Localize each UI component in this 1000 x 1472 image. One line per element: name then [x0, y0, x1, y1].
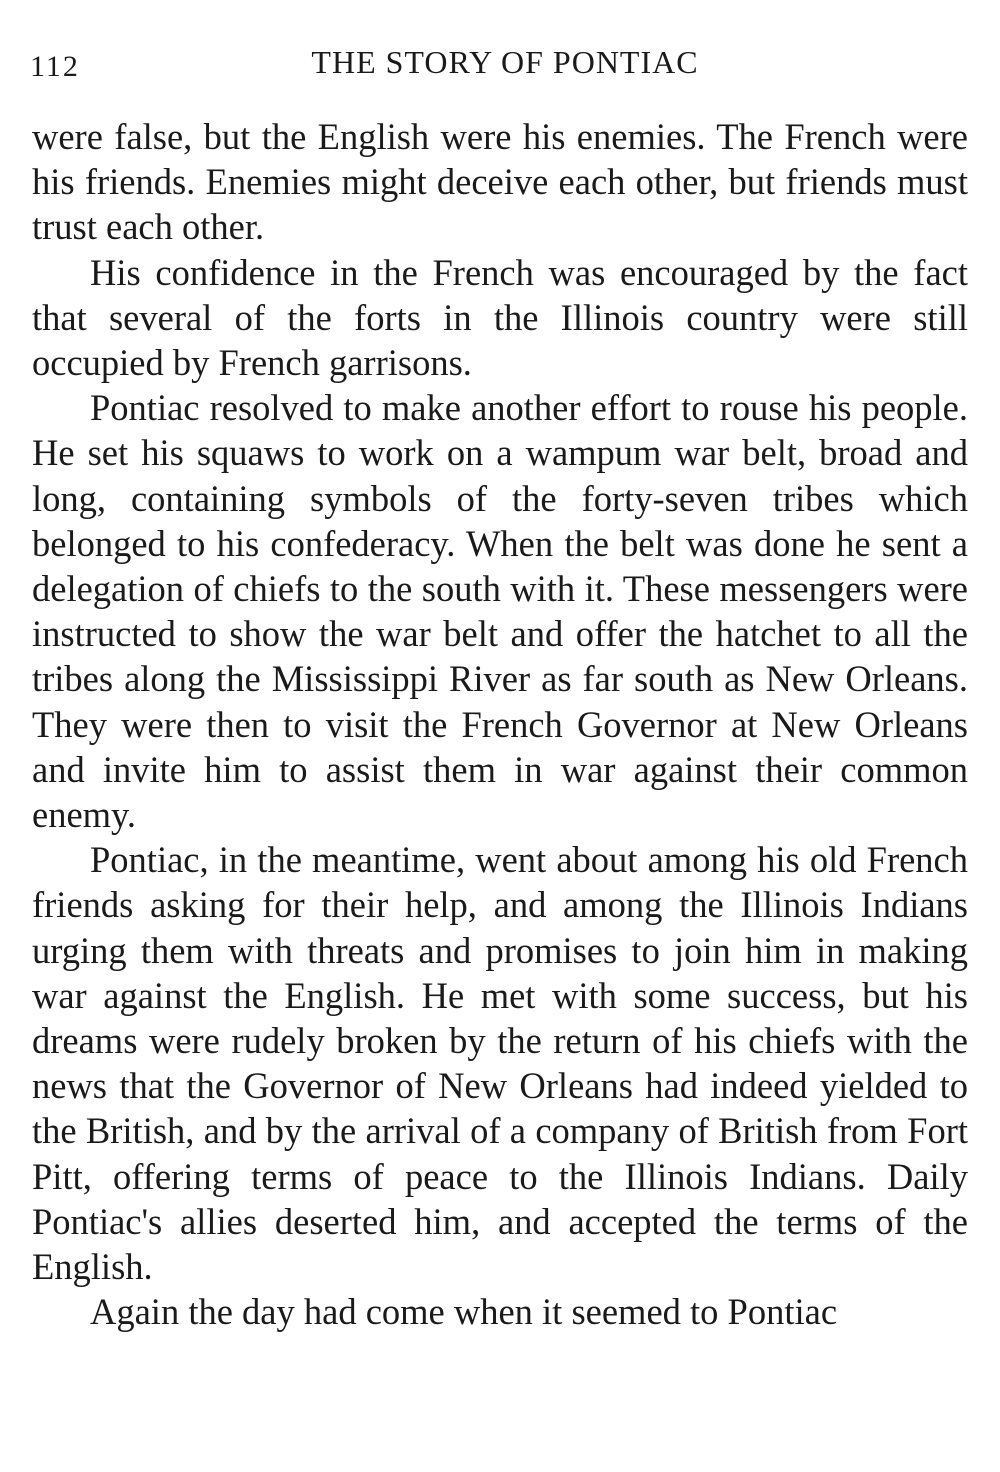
paragraph: His confidence in the French was encouraged by the fact that several of the forts in the Illinois country were still occupied by French garrisons.	[32, 251, 968, 384]
page-number: 112	[30, 50, 80, 83]
paragraph: Again the day had come when it seemed to Pontiac	[90, 1291, 838, 1333]
paragraph: Pontiac, in the meantime, went about among his old French friends asking for their help, and among the Illinois Indians urging them with threats and promises to join him in making war against the English. He met with some success, but his dreams were rudely broken by the return of his chiefs with the news that the Governor of New Orleans had indeed yielded to the British, and by the arrival of a company of British from Fort Pitt, offering terms of peace to the Illinois Indians. Daily Pontiac's allies deserted him, and accepted the terms of the English.	[32, 839, 968, 1288]
running-title: THE STORY OF PONTIAC	[311, 44, 699, 80]
page-header	[30, 44, 970, 84]
paragraph: Pontiac resolved to make another effort to rouse his people. He set his squaws to work on a wampum war belt, broad and long, containing symbols of the forty-seven tribes which belonged to his confederacy. When the belt was done he sent a delegation of chiefs to the south with it. These messengers were instructed to show the war belt and offer the hatchet to all the tribes along the Mississippi River as far south as New Orleans. They were then to visit the French Governor at New Orleans and invite him to assist them in war against their common enemy.	[32, 387, 968, 836]
paragraph: were false, but the English were his enemies. The French were his friends. Enemies might deceive each other, but friends must trust each other.	[32, 116, 968, 248]
body-text	[32, 114, 968, 1334]
